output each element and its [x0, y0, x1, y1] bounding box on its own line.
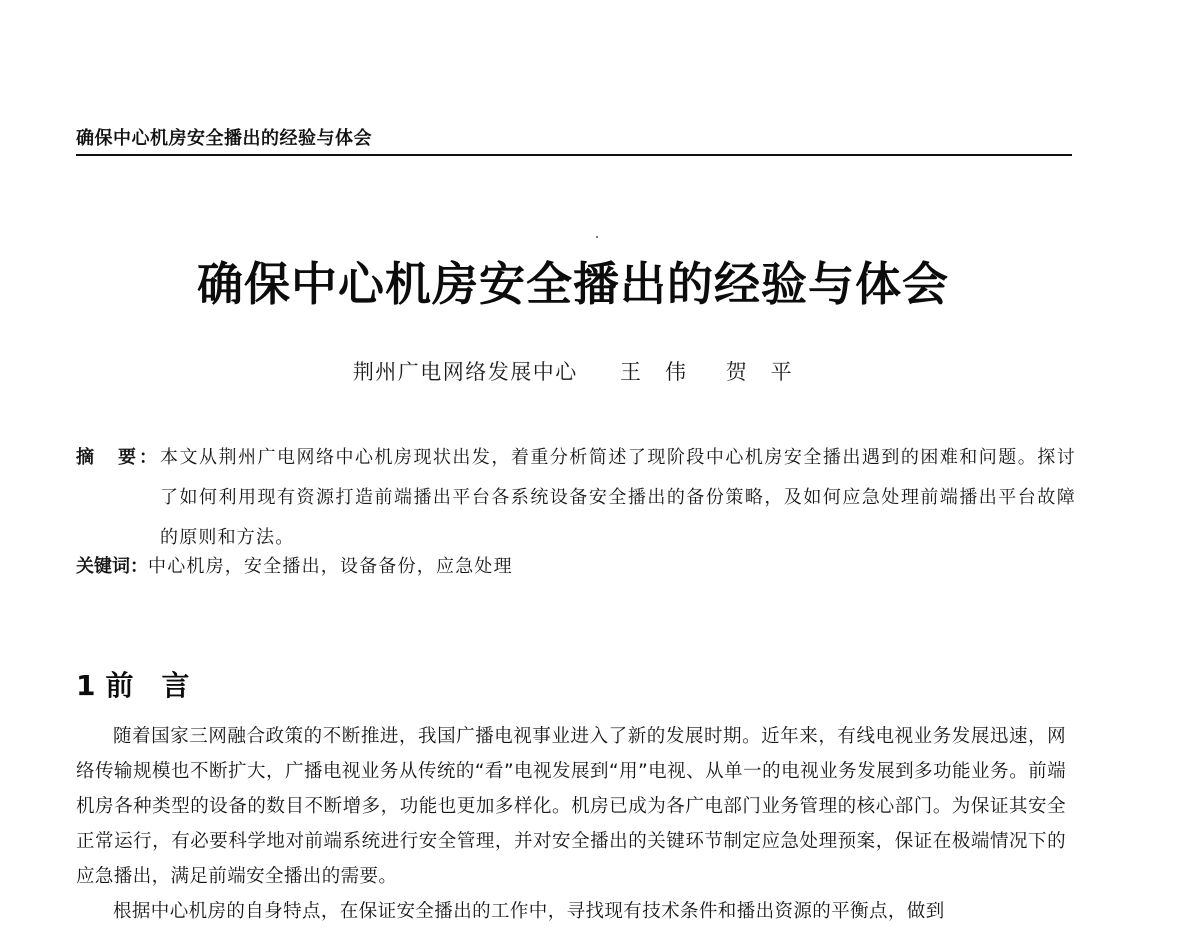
author-name-1: 王 伟 — [620, 360, 688, 384]
body-paragraph-2: 根据中心机房的自身特点，在保证安全播出的工作中，寻找现有技术条件和播出资源的平衡点，做到 — [113, 901, 945, 922]
scan-speck — [596, 236, 598, 238]
section-body — [76, 719, 1066, 929]
keywords-block — [76, 552, 513, 582]
abstract-block — [76, 438, 1076, 558]
section-title-part-1: 前 — [105, 669, 134, 702]
keywords-text: 中心机房，安全播出，设备备份，应急处理 — [148, 556, 513, 577]
section-number: 1 — [76, 669, 96, 702]
abstract-text: 本文从荆州广电网络中心机房现状出发，着重分析简述了现阶段中心机房安全播出遇到的困难和问题。探讨了如何利用现有资源打造前端播出平台各系统设备安全播出的备份策略，及如何应急处理前端播出平台故障的原则和方法。 — [160, 447, 1076, 548]
author-name-2: 贺 平 — [725, 360, 794, 384]
body-paragraph-1: 随着国家三网融合政策的不断推进，我国广播电视事业进入了新的发展时期。近年来，有线电视业务发展迅速，网络传输规模也不断扩大，广播电视业务从传统的“看”电视发展到“用”电视、从单一的电视业务发展到多功能业务。前端机房各种类型的设备的数目不断增多，功能也更加多样化。机房已成为各广电部门业务管理的核心部门。为保证其安全正常运行，有必要科学地对前端系统进行安全管理，并对安全播出的关键环节制定应急处理预案，保证在极端情况下的应急播出，满足前端安全播出的需要。 — [76, 726, 1066, 887]
article-title: 确保中心机房安全播出的经验与体会 — [197, 257, 949, 311]
section-title-part-2: 言 — [161, 669, 190, 702]
section-heading — [76, 664, 190, 704]
running-header: 确保中心机房安全播出的经验与体会 — [76, 128, 372, 149]
author-organization: 荆州广电网络发展中心 — [352, 360, 578, 384]
keywords-label: 关键词： — [76, 556, 148, 577]
header-rule — [76, 154, 1072, 156]
abstract-label: 摘 要： — [76, 447, 160, 468]
byline — [0, 356, 1146, 386]
